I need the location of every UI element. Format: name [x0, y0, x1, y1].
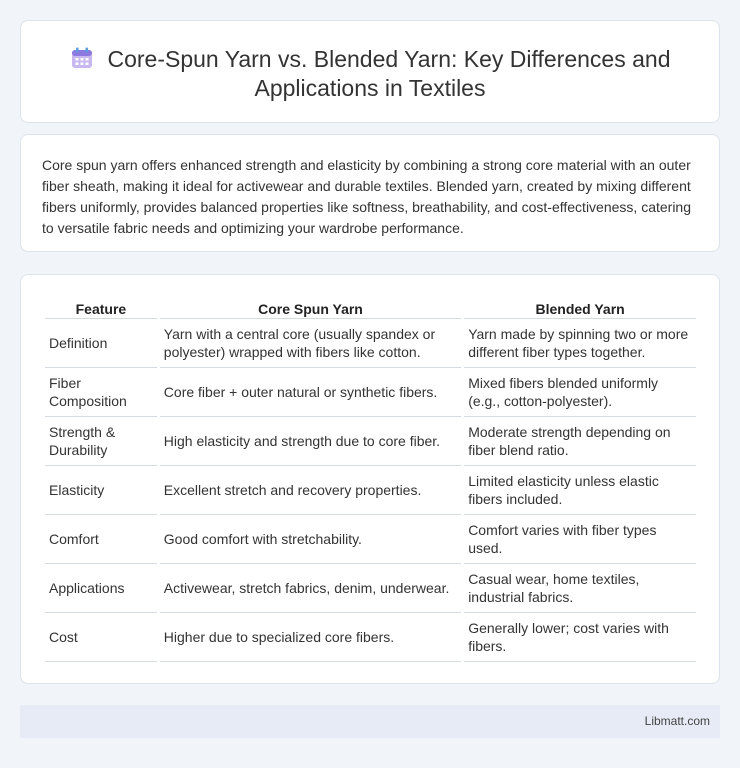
core-spun-cell: Good comfort with stretchability.: [160, 515, 461, 564]
column-header-feature: Feature: [45, 293, 157, 319]
table-row: [45, 613, 696, 662]
blended-cell: Generally lower; cost varies with fibers.: [464, 613, 696, 662]
table-row: [45, 368, 696, 417]
footer-bar: [20, 705, 720, 738]
feature-cell: Fiber Composition: [45, 368, 157, 417]
table-row: [45, 515, 696, 564]
calendar-icon: [70, 46, 94, 70]
blended-cell: Comfort varies with fiber types used.: [464, 515, 696, 564]
footer-brand: Libmatt.com: [644, 714, 710, 728]
core-spun-cell: Yarn with a central core (usually spandex or polyester) wrapped with fibers like cotton.: [160, 319, 461, 368]
blended-cell: Limited elasticity unless elastic fibers included.: [464, 466, 696, 515]
core-spun-cell: Core fiber + outer natural or synthetic fibers.: [160, 368, 461, 417]
core-spun-cell: High elasticity and strength due to core fiber.: [160, 417, 461, 466]
blended-cell: Mixed fibers blended uniformly (e.g., cotton-polyester).: [464, 368, 696, 417]
core-spun-cell: Excellent stretch and recovery properties.: [160, 466, 461, 515]
feature-cell: Elasticity: [45, 466, 157, 515]
table-row: [45, 564, 696, 613]
comparison-card: [20, 274, 720, 684]
feature-cell: Definition: [45, 319, 157, 368]
summary-paragraph: Core spun yarn offers enhanced strength and elasticity by combining a strong core material with an outer fiber sheath, making it ideal for activewear and durable textiles. Blended yarn, created by mixing different fibers uniformly, provides balanced properties like softness, breathability, and cost-effectiveness, catering to versatile fabric needs and optimizing your wardrobe performance.: [42, 157, 691, 236]
title-card: [20, 20, 720, 123]
blended-cell: Yarn made by spinning two or more different fiber types together.: [464, 319, 696, 368]
table-header-row: [45, 293, 696, 319]
blended-cell: Casual wear, home textiles, industrial fabrics.: [464, 564, 696, 613]
title-block: [21, 45, 719, 103]
table-row: [45, 319, 696, 368]
feature-cell: Strength & Durability: [45, 417, 157, 466]
feature-cell: Comfort: [45, 515, 157, 564]
summary-card: [20, 134, 720, 252]
feature-cell: Cost: [45, 613, 157, 662]
core-spun-cell: Higher due to specialized core fibers.: [160, 613, 461, 662]
column-header-core-spun: Core Spun Yarn: [160, 293, 461, 319]
table-row: [45, 417, 696, 466]
blended-cell: Moderate strength depending on fiber blend ratio.: [464, 417, 696, 466]
page-title: Core-Spun Yarn vs. Blended Yarn: Key Differences and Applications in Textiles: [107, 46, 671, 101]
table-row: [45, 466, 696, 515]
core-spun-cell: Activewear, stretch fabrics, denim, underwear.: [160, 564, 461, 613]
comparison-table: [42, 293, 699, 662]
feature-cell: Applications: [45, 564, 157, 613]
column-header-blended: Blended Yarn: [464, 293, 696, 319]
